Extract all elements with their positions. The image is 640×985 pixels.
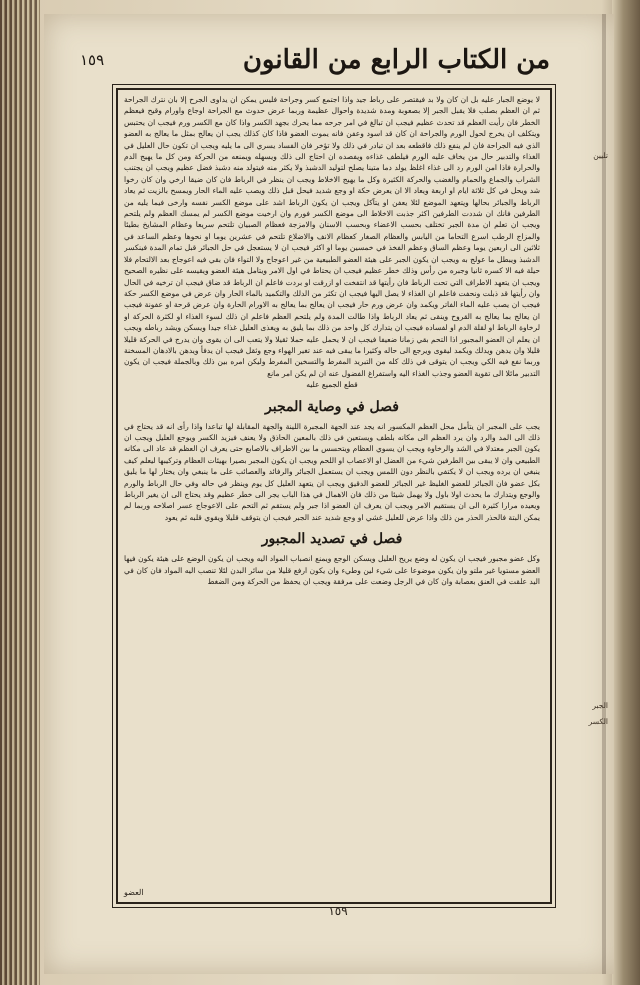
closing-line: قطع الجميع عليه	[306, 380, 358, 390]
margin-note: تليين	[593, 151, 608, 160]
margin-note: الكسر	[588, 717, 608, 726]
paragraph: يجب على المجبر ان يتأمل محل العظم المكسور انه يجد عند الجهة المجبرة اللينة والجهة المقابلة لها تباعدا واذا رأى انه قد يحتاج في ذلك الى المد والرد وان يرد العظم الى مكانه بلطف ويستعين في ذلك بالمعين الحاذق ولا يعنف فيزيد الكسر ويوجع العليل ويجب ان يكون الجبر معتدلا في الشد والرخاوة ويجب ان يسوي العظام ويتحسس ما بين الاطراف بالاصابع حتى يعرف ان العظم قد عاد الى مكانه الطبيعي وان لا يبقى بين الطرفين شيء من العضل او الاعصاب او اللحم ويجب ان يكون المجبر بصيرا بهيئات العظام وتركيبها ليعلم كيف ينبغي ان يرده ويجب ان لا يكتفي بالنظر دون اللمس ويجب ان يستعمل الجبائر والرفائد والعصائب على ما ينبغي وان يختار لها ما يليق بكل عضو فان الجبائر للعضو الغليظ غير الجبائر للعضو الدقيق ويجب ان يتعهد العليل كل يوم وينظر في حاله وفي حال الرباط والورم والوجع ويتدارك ما يحدث اولا باول ولا يهمل شيئا من ذلك فان الاهمال في هذا الباب يجر الى خطر عظيم وقد يحتاج الى ان يغير الرباط ويعيده مرارا كثيرة الى ان يستقيم الامر ويجب ان يعرف ان العضو اذا جبر ولم يستقم ثم التحم على الاعوجاج عسر اصلاحه وربما لم يمكن البتة فالحذر الحذر من ذلك واذا عرض للعليل غشي او وجع شديد عند الجبر فيجب ان يتوقف قليلا ويقوي قلبه ثم يعود	[124, 421, 540, 522]
page-stack-left	[0, 0, 40, 985]
page-number-top: ١٥٩	[80, 51, 105, 69]
section-heading: فصل في وصاية المجبر	[265, 398, 399, 415]
paragraph: لا يوضع الجبار عليه بل ان كان ولا بد فيقتصر على رباط جيد واذا اجتمع كسر وجراحة فليس يمكن ان يداوى الجرح إلا بان نترك الجراحة ثم ان العظم بصلب فلا يقبل الجبر إلا بصعوبة ومدة شديدة واحوال عظيمة وربما عرض حدوث مع الجراحة اوجاع واورام وقيح فيعظم الخطر فان رأيت العظم قد تحدث عظيم فيجب ان تبالغ في امر جرحه مما يحرك بجهد الكسر واذا كان مع الكسر ورم فيجب ان يحتبس ويتكلف ان يخرج لحول الورم والجراحة ان كان قد اسود وعفن فانه يموت العضو فاذا كان كذلك يجب ان يعالج بمثل ما يعالج به العضو الذي فيه الجراحة فان لم ينفع ذلك فاقطعه بعد ان تبادر في ذلك ولا تؤخر فان الفساد يسري الى ما يليه ويجب ان تكون حال العليل في الغذاء والتدبير حال من يخاف عليه الورم فيلطف غذاءه ويفصده ان احتاج الى ذلك ويسهله ويمنعه من الحركة ومن كل ما يهيج الدم والحرارة فاذا امن الورم رد الى غذاء اغلظ يولد دما متينا يصلح لتوليد الدشبذ ولا يكثر منه فيتولد منه دشبذ فضل عظيم ويجب ان يجتنب الشراب والجماع والحمام والغضب والحركة الكثيرة وكل ما يهيج الاخلاط ويجب ان ينظر في الرباط فان كان ضيقا ارخي وان كان رخوا شد ويحل في كل ثلاثة ايام او اربعة ويعاد الا ان يعرض حكة او وجع شديد فيحل قبل ذلك ويصب عليه الماء الحار ويمسح بالزيت ثم يعاد الرباط والجبائر بحالها ويتعهد الموضع لئلا يعفن او يتآكل ويجب ان يكون الرباط اشد على موضع الكسر نفسه وارخى فيما يليه من الطرفين فانك ان شددت الطرفين اكثر جذبت الاخلاط الى موضع الكسر فورم وان ارخيت موضع الكسر لم يمسك العظم ولم يلتحم ويجب ان تعلم ان مدة الجبر تختلف بحسب الاعضاء وبحسب الاسنان والامزجة فعظام الصبيان تلتحم سريعا وعظام المشايخ بطيئا والمزاج الرطب اسرع التحاما من اليابس والعظام الصغار كعظام الانف والاضلاع تلتحم في عشرين يوما او نحوها وعظم الساعد في ثلاثين الى اربعين يوما وعظم الساق وعظم الفخذ في خمسين يوما او اكثر فيجب ان لا يستعجل في حل الجبائر قبل تمام المدة فينكسر الدشبذ ويبطل ما عولج به ويجب ان يكون الجبر على هيئة العضو الطبيعية من غير اعوجاج ولا التواء فان بقي فيه اعوجاج بعد الالتحام فلا حيلة فيه الا كسره ثانيا وجبره من رأس وذلك خطر عظيم فيجب ان يحتاط في اول الامر ويتامل هيئة العضو ويقيسه على نظيره الصحيح ويجب ان يتعهد الاطراف التي تحت الرباط فان رأيتها قد انتفخت او ازرقت او بردت فاعلم ان الرباط قد ضاق فيجب ان ترخيه في الحال وان رأيتها قد ذبلت ونحفت فاعلم ان الغذاء لا يصل اليها فيجب ان تكثر من الدلك والتكميد بالماء الحار وان عرض في موضع الكسر حكة فيجب ان يصب عليه الماء الفاتر ويكمد وان عرض ورم حار فيجب ان يعالج بما يعالج به الاورام الحارة وان عرض قرحة او عفونة فيجب ان يعالج بما يعالج به القروح وينقى ثم يعاد الرباط واذا طالت المدة ولم يلتحم العظم فاعلم ان ذلك لسوء الغذاء او لكثرة الحركة او لرخاوة الرباط او لقلة الدم او لفساده فيجب ان يتدارك كل واحد من ذلك بما يليق به ويغذى العليل غذاء جيدا ويسكن ويشد رباطه ويجب ان يعلم ان العضو المجبور اذا التحم بقي زمانا ضعيفا فيجب ان لا يحمل عليه حملا ثقيلا ولا يتعب الى ان يقوى وان يدرج في الحركة قليلا قليلا وان يدهن ويدلك ويكمد ليقوى ويرجع الى حاله وكثيرا ما يبقى فيه عند تغير الهواء وجع وثقل فيجب ان يدفأ ويدهن بالادهان المسخنة وربما نفع فيه الكي ويجب ان يتوقى في ذلك كله من التبريد المفرط والتسخين المفرط وليكن امره بين ذلك وبالجملة فيجب ان يكون التدبير مائلا الى تقوية العضو وجذب الغذاء اليه واستفراغ الفضول عنه ان لم يكن امر مانع	[124, 95, 540, 378]
margin-note: الجبر	[592, 701, 608, 710]
section-heading: فصل في تصديد المجبور	[261, 531, 403, 548]
page-header	[80, 36, 550, 84]
running-title: من الكتاب الرابع من القانون	[242, 45, 550, 75]
page-number-bottom: ١٥٩	[328, 904, 348, 918]
paragraph: وكل عضو مجبور فيجب ان يكون له وضع يريح العليل ويسكن الوجع ويمنع انصباب المواد اليه ويجب ان يكون الوضع على هيئة يكون فيها العضو مستويا غير ملتو وان يكون موضوعا على شيء لين وطيء وان يكون ارفع قليلا من سائر البدن لئلا تنصب اليه المواد فان كان في اليد علقت في العنق بعصابة وان كان في الرجل وضعت على مرفقة ويجب ان يحفظ من الحركة ومن الضغط	[124, 554, 540, 587]
catchword: العضو	[124, 888, 144, 897]
main-text	[124, 94, 540, 896]
page-stack-right	[612, 0, 640, 985]
